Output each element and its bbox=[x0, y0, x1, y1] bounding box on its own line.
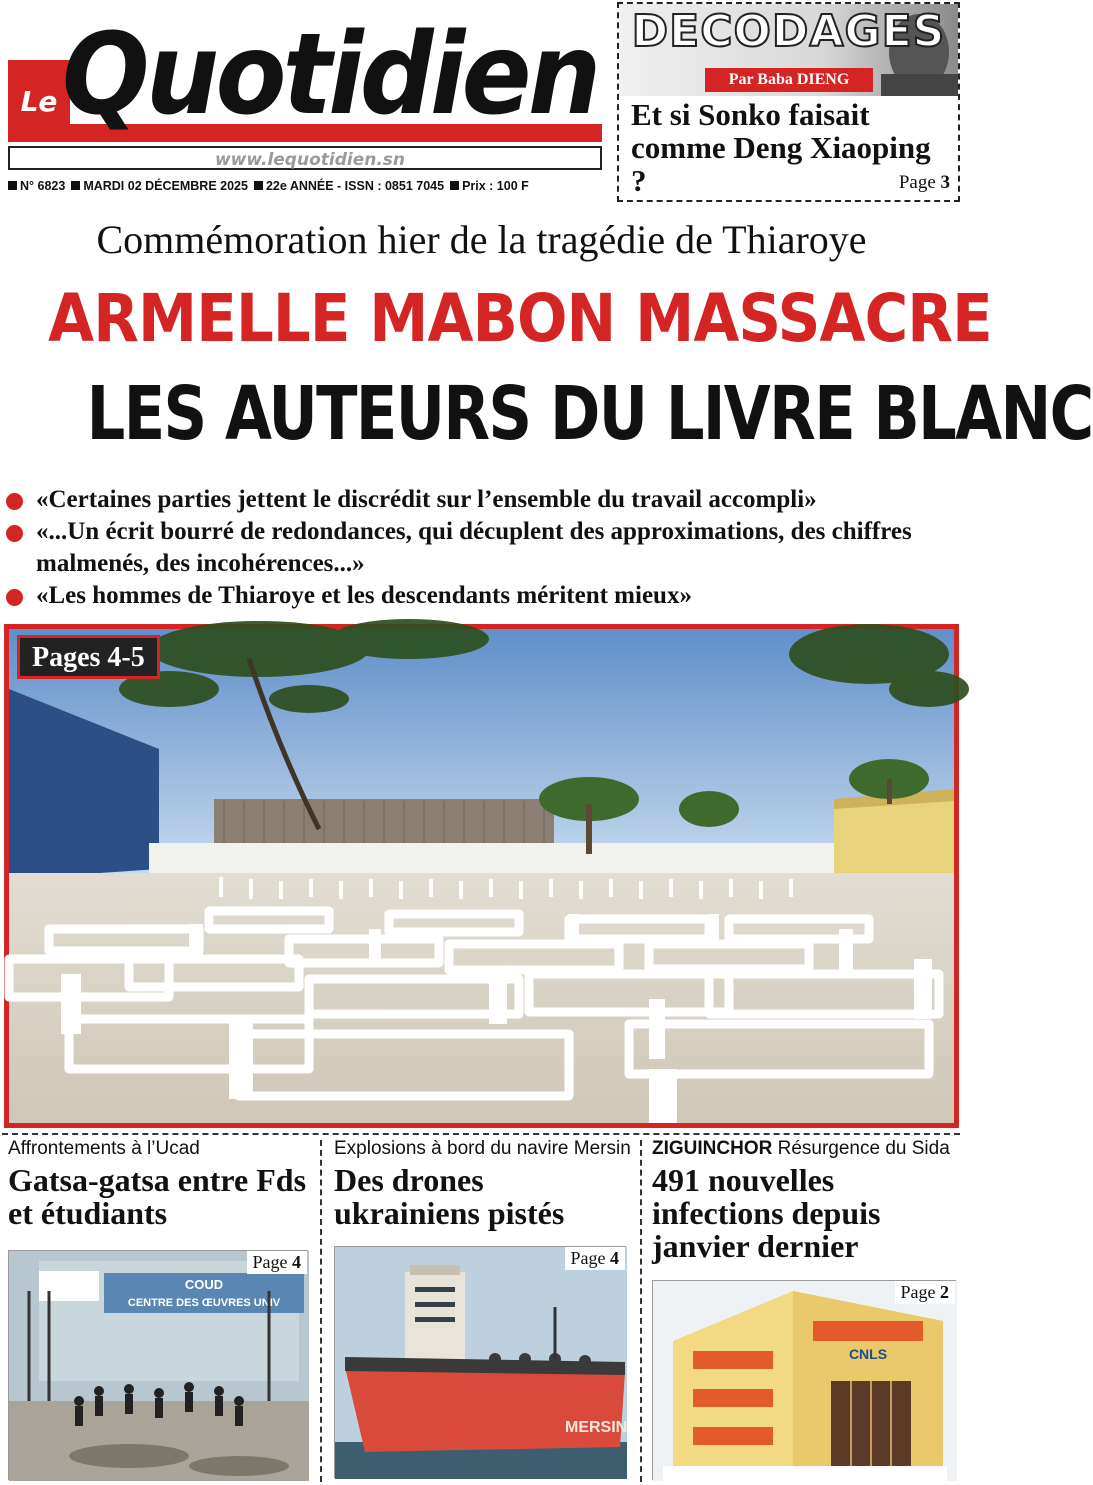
lead-bullet: «Certaines parties jettent le discrédit sur l’ensemble du travail accompli» bbox=[6, 484, 956, 516]
decodages-page-ref: Page 3 bbox=[898, 172, 950, 193]
story-ucad[interactable] bbox=[8, 1138, 314, 1483]
ucad-scene-icon bbox=[9, 1251, 309, 1481]
lead-bullet: «...Un écrit bourré de redondances, qui décuplent des approximations, des chiffres malmenés, des incohérences...» bbox=[6, 516, 956, 580]
cemetery-photo-icon bbox=[9, 629, 954, 1123]
ship-hull-text: MERSIN bbox=[565, 1419, 628, 1436]
stories-divider bbox=[2, 1133, 960, 1135]
bullet-square-icon bbox=[450, 181, 459, 190]
logo-wordmark: Quotidien bbox=[62, 10, 598, 140]
lead-photo-cemetery[interactable] bbox=[4, 624, 959, 1128]
issue-price: Prix : 100 F bbox=[450, 179, 529, 193]
story-photo-ship[interactable] bbox=[334, 1246, 626, 1478]
issue-year-issn: 22e ANNÉE - ISSN : 0851 7045 bbox=[254, 179, 444, 193]
ship-scene-icon bbox=[335, 1247, 627, 1479]
story-supertitle: Explosions à bord du navire Mersin bbox=[334, 1138, 631, 1159]
bullet-square-icon bbox=[8, 181, 17, 190]
red-dot-icon bbox=[6, 589, 23, 606]
cnls-sign-text: CNLS bbox=[848, 1346, 888, 1362]
issue-number: N° 6823 bbox=[8, 179, 65, 193]
story-supertitle: Affrontements à l’Ucad bbox=[8, 1138, 200, 1159]
lead-bullets bbox=[6, 484, 956, 612]
story-supertitle: ZIGUINCHOR Résurgence du Sida bbox=[652, 1138, 950, 1159]
cnls-building-icon bbox=[653, 1281, 957, 1481]
bullet-square-icon bbox=[71, 181, 80, 190]
pages-tag: Pages 4-5 bbox=[17, 635, 160, 679]
lead-headline-line2[interactable]: LES AUTEURS DU LIVRE BLANC bbox=[86, 371, 1093, 457]
story-headline[interactable]: Gatsa-gatsa entre Fds et étudiants bbox=[8, 1162, 307, 1231]
decodages-teaser: Et si Sonko faisait comme Deng Xiaoping ? bbox=[631, 97, 931, 198]
story-page-ref: Page 2 bbox=[895, 1281, 956, 1304]
issue-date: MARDI 02 DÉCEMBRE 2025 bbox=[71, 179, 248, 193]
story-headline[interactable]: 491 nouvelles infections depuis janvier dernier bbox=[652, 1162, 881, 1264]
lead-bullet: «Les hommes de Thiaroye et les descendants méritent mieux» bbox=[6, 580, 956, 612]
story-page-ref: Page 4 bbox=[565, 1247, 626, 1270]
story-mersin[interactable] bbox=[334, 1138, 634, 1483]
decodages-box[interactable] bbox=[617, 2, 960, 202]
lead-headline-line1[interactable]: ARMELLE MABON MASSACRE bbox=[48, 280, 992, 357]
story-page-ref: Page 4 bbox=[247, 1251, 308, 1274]
svg-text:COUD: COUD bbox=[184, 1277, 224, 1292]
masthead bbox=[0, 0, 612, 208]
story-separator bbox=[640, 1140, 642, 1482]
issue-line bbox=[8, 179, 610, 193]
story-photo-cnls[interactable] bbox=[652, 1280, 956, 1480]
ucad-sign-text: CENTRE DES ŒUVRES UNIV bbox=[127, 1297, 281, 1309]
story-photo-ucad[interactable] bbox=[8, 1250, 308, 1480]
bullet-square-icon bbox=[254, 181, 263, 190]
logo-le: Le bbox=[8, 60, 70, 142]
red-dot-icon bbox=[6, 493, 23, 510]
decodages-byline: Par Baba DIENG bbox=[705, 68, 873, 92]
story-separator bbox=[320, 1140, 322, 1482]
lead-kicker: Commémoration hier de la tragédie de Thiaroye bbox=[96, 217, 867, 262]
decodages-title: DECODAGES bbox=[631, 6, 946, 57]
story-headline[interactable]: Des drones ukrainiens pistés bbox=[334, 1162, 565, 1231]
red-dot-icon bbox=[6, 525, 23, 542]
website-url[interactable]: www.lequotidien.sn bbox=[214, 150, 406, 170]
story-ziguinchor[interactable] bbox=[652, 1138, 958, 1483]
